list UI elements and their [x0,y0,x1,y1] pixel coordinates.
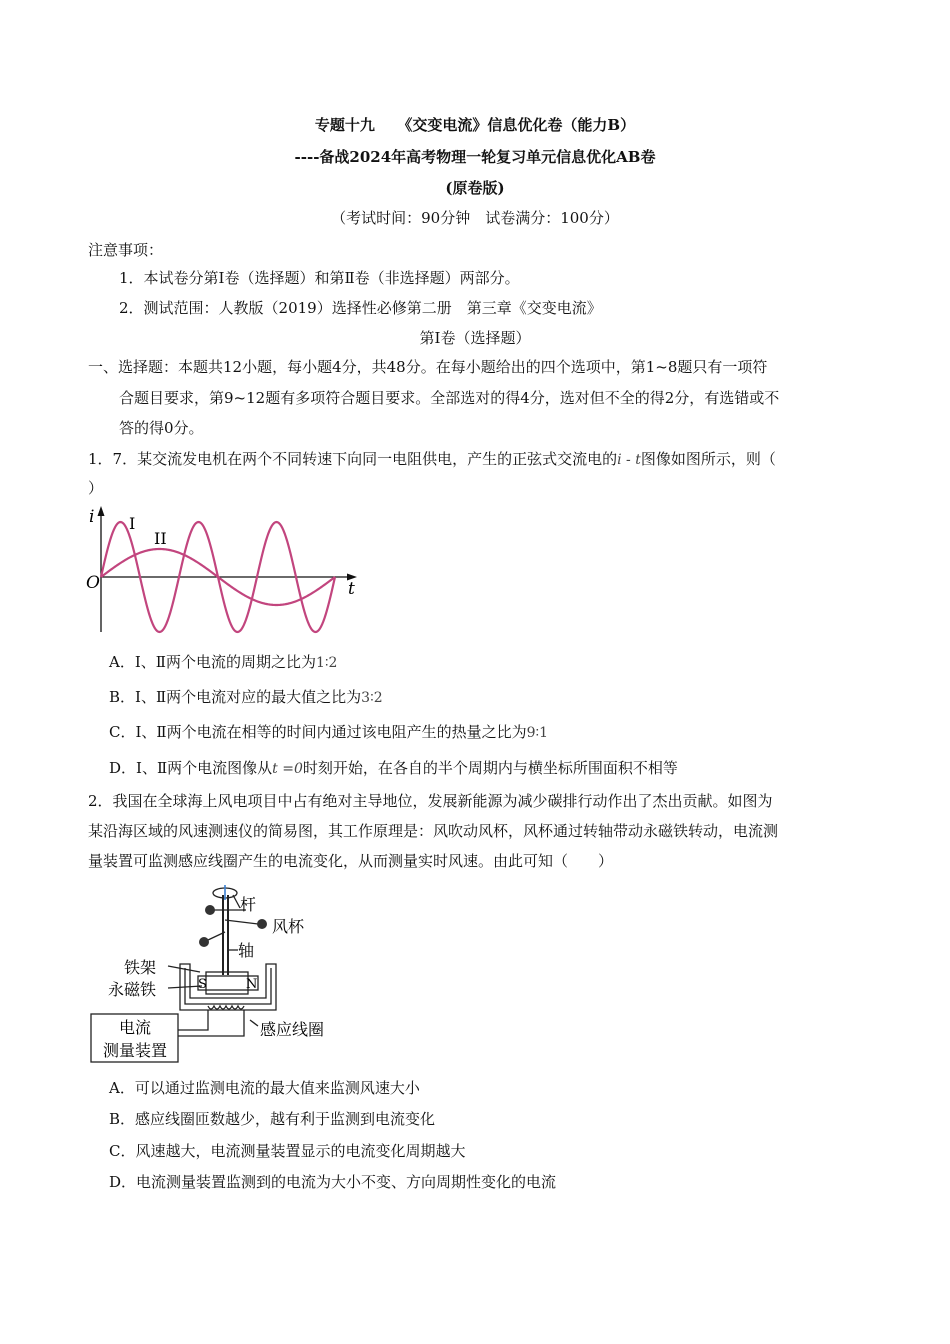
cup-label: 风杯 [272,917,305,936]
pole-s-label: S [198,977,207,992]
q1-option-c-text: C．Ⅰ、Ⅱ两个电流在相等的时间内通过该电阻产生的热量之比为 [109,723,527,741]
q1-option-d-text-1: D．Ⅰ、Ⅱ两个电流图像从 [109,759,273,777]
curve-II-label: II [154,529,167,548]
wire-right [178,1010,244,1036]
q2-anemometer-figure [88,880,358,1065]
origin-label: O [86,573,100,593]
q2-option-c: C．风速越大，电流测量装置显示的电流变化周期越大 [109,1142,466,1160]
section-title: 第Ⅰ卷（选择题） [419,329,531,347]
q2-option-d: D．电流测量装置监测到的电流为大小不变、方向周期性变化的电流 [109,1173,557,1191]
wind-cup-2-icon [257,919,267,929]
q2-option-b: B．感应线圈匝数越少，越有利于监测到电流变化 [109,1110,436,1128]
notes-heading: 注意事项： [88,241,164,259]
q2-option-a: A．可以通过监测电流的最大值来监测风速大小 [109,1079,420,1097]
frame-leader [168,966,200,972]
exam-info: （考试时间：90分钟 试卷满分：100分） [331,209,619,227]
q2-stem-line-2: 某沿海区域的风速测速仪的简易图，其工作原理是：风吹动风杯，风杯通过转轴带动永磁铁转动，电流测 [88,822,779,840]
coil-leader [250,1020,258,1026]
rod-label: 杆 [240,895,257,914]
q2-stem-line-3: 量装置可监测感应线圈产生的电流变化，从而测量实时风速。由此可知（ ） [88,852,614,870]
wire-left [178,1010,208,1030]
q1-stem-close: ） [88,479,104,497]
q1-stem-part-a: 1．7．某交流发电机在两个不同转速下向同一电阻供电，产生的正弦式交流电的 [88,450,618,468]
doc-title: 专题十九 《交变电流》信息优化卷（能力B） [314,116,636,134]
q1-stem-math: i - t [617,452,641,468]
x-axis-label: t [348,579,355,599]
device-label-2: 测量装置 [102,1041,168,1060]
coil-label: 感应线圈 [260,1020,325,1039]
q1-option-d [109,758,678,779]
q1-option-b-math: 3∶2 [361,690,383,706]
q1-option-d-text-2: 时刻开始，在各自的半个周期内与横坐标所围面积不相等 [302,759,678,777]
coil-core [206,972,248,994]
q1-option-b [109,687,383,708]
section-instruction-1: 一、选择题：本题共12小题，每小题4分，共48分。在每小题给出的四个选项中，第1~8题只有一项符 [88,358,768,376]
curve-I-label: I [129,514,136,533]
q1-stem-part-b: 图像如图所示，则（ [640,450,776,468]
doc-subtitle: ----备战2024年高考物理一轮复习单元信息优化AB卷 [294,148,656,166]
y-axis-label: i [89,507,95,527]
q1-stem [88,449,776,470]
q1-option-c-math: 9∶1 [526,725,549,741]
notes-item-1: 1．本试卷分第Ⅰ卷（选择题）和第Ⅱ卷（非选择题）两部分。 [119,269,520,287]
q1-option-c [109,722,548,743]
cup-arm-right [225,920,258,924]
notes-item-2: 2．测试范围：人教版（2019）选择性必修第二册 第三章《交变电流》 [119,299,602,317]
wind-cup-3-icon [199,937,209,947]
q1-sine-figure [84,502,364,638]
section-instruction-2: 合题目要求，第9~12题有多项符合题目要求。全部选对的得4分，选对但不全的得2分，有选错或不 [119,389,780,407]
q1-option-a-text: A．Ⅰ、Ⅱ两个电流的周期之比为 [109,653,316,671]
device-label-1: 电流 [118,1018,152,1037]
axle-label: 轴 [238,941,255,960]
doc-edition: (原卷版) [445,179,505,197]
q1-option-b-text: B．Ⅰ、Ⅱ两个电流对应的最大值之比为 [109,688,362,706]
frame-label: 铁架 [124,958,157,977]
rod-leader [233,895,240,908]
y-axis-arrow [98,506,105,516]
q1-option-d-math: t =0 [272,761,303,777]
q1-option-a [109,652,337,673]
q1-option-a-math: 1∶2 [315,655,338,671]
induction-coil [208,1006,244,1009]
q2-stem-line-1: 2．我国在全球海上风电项目中占有绝对主导地位，发展新能源为减少碳排行动作出了杰出贡献。如图为 [88,792,773,810]
pole-n-label: N [246,977,258,992]
magnet-label: 永磁铁 [108,980,157,999]
wind-cup-1-icon [205,905,215,915]
section-instruction-3: 答的得0分。 [119,419,204,437]
